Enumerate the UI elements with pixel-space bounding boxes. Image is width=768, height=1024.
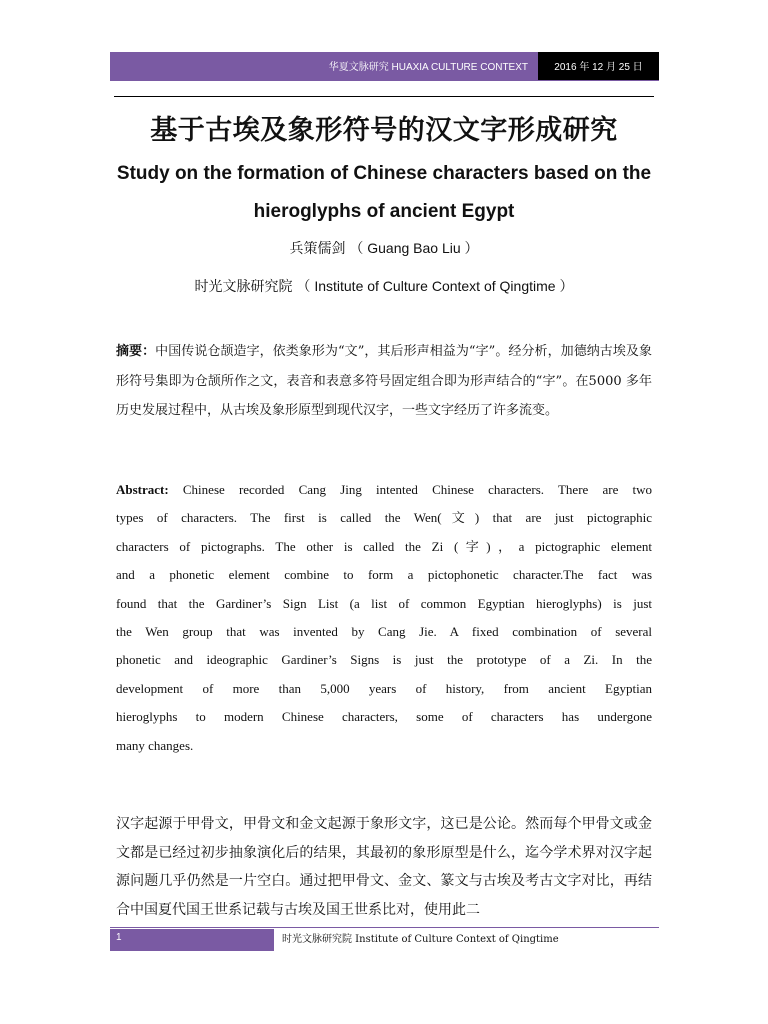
title-english: Study on the formation of Chinese characters based on the hieroglyphs of ancient Egypt — [116, 163, 652, 222]
title-chinese: 基于古埃及象形符号的汉文字形成研究 — [150, 115, 618, 146]
body-paragraph: 汉字起源于甲骨文，甲骨文和金文起源于象形文字，这已是公论。然而每个甲骨文或金文都是已经过初步抽象演化后的结果，其最初的象形原型是什么，迄今学术界对汉字起源问题几乎仍然是一片空白。通过把甲骨文、金文、篆文与古埃及考古文字对比，再结合中国夏代国王世系记载与古埃及国王世系比对，使用此二 — [116, 816, 652, 918]
header-journal-bar — [110, 52, 538, 80]
header-journal-name: 华夏文脉研究 HUAXIA CULTURE CONTEXT — [328, 62, 528, 73]
page-header — [110, 52, 659, 80]
abstract-english-line: hieroglyphs to modern Chinese characters, some of characters has undergone — [116, 709, 652, 725]
abstract-english-line: characters of pictographs. The other is called the Zi (字)，a pictographic element — [116, 538, 652, 554]
abstract-english-line: many changes. — [116, 737, 194, 753]
abstract-english-line: Abstract: Chinese recorded Cang Jing intented Chinese characters. There are two — [116, 482, 652, 497]
abstract-english-label: Abstract: — [116, 482, 169, 497]
abstract-chinese-text: 中国传说仓颉造字，依类象形为“文”，其后形声相益为“字”。经分析，加德纳古埃及象形符号集即为仓颉所作之文，表音和表意多符号固定组合即为形声结合的“字”。在5000 多年历史发展过程中，从古埃及象形原型到现代汉字，一些文字经历了许多流变。 — [116, 344, 652, 418]
abstract-english-line: phonetic and ideographic Gardiner’s Signs is just the prototype of a Zi. In the — [116, 652, 652, 668]
abstract-english-line: types of characters. The first is called the Wen(文) that are just pictographic — [116, 510, 652, 526]
institution-line: 时光文脉研究院 （ Institute of Culture Context of Qingtime ） — [194, 278, 574, 294]
abstract-english-line: the Wen group that was invented by Cang Jie. A fixed combination of several — [116, 623, 652, 639]
footer-page-bar — [110, 929, 274, 951]
author-line: 兵策儒剑 （ Guang Bao Liu ） — [289, 240, 479, 256]
header-divider — [110, 80, 659, 81]
header-date-bar — [538, 52, 659, 80]
abstract-english-line: development of more than 5,000 years of history, from ancient Egyptian — [116, 680, 652, 696]
footer-divider — [110, 927, 659, 928]
page-footer — [110, 927, 659, 951]
abstract-chinese — [116, 337, 652, 426]
abstract-english — [116, 476, 652, 760]
footer-institution: 时光文脉研究院 Institute of Culture Context of Qingtime — [282, 934, 559, 945]
title-rule — [114, 96, 654, 97]
abstract-english-line: and a phonetic element combine to form a pictophonetic character.The fact was — [116, 567, 652, 583]
abstract-chinese-label: 摘要： — [116, 344, 156, 359]
abstract-english-line: found that the Gardiner’s Sign List (a list of common Egyptian hieroglyphs) is just — [116, 595, 652, 611]
header-date: 2016 年 12 月 25 日 — [554, 62, 643, 73]
page-number: 1 — [116, 932, 122, 943]
